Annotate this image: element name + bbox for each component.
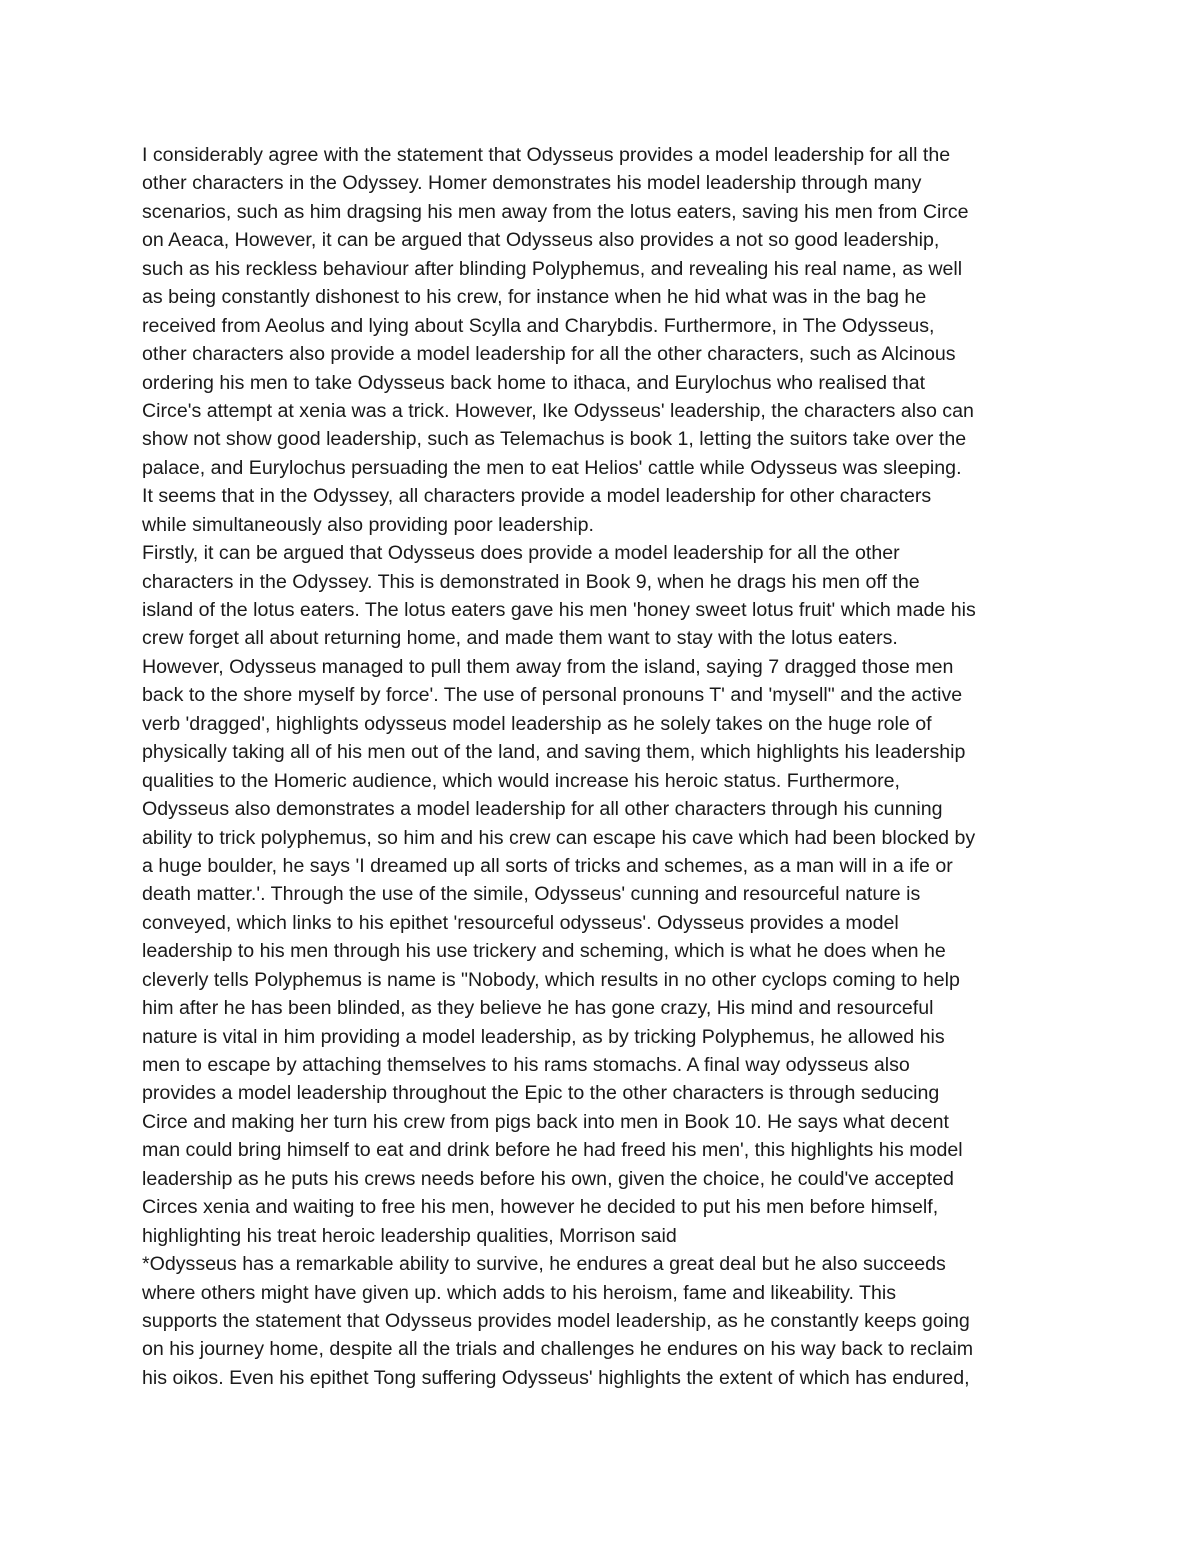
text-line: However, Odysseus managed to pull them away from the island, saying 7 dragged those men: [142, 655, 954, 678]
text-line: crew forget all about returning home, and made them want to stay with the lotus eaters.: [142, 627, 898, 650]
text-line: island of the lotus eaters. The lotus eaters gave his men 'honey sweet lotus fruit' which made his: [142, 599, 976, 621]
text-line: other characters also provide a model leadership for all the other characters, such as Alcinous: [142, 343, 956, 366]
text-line: leadership as he puts his crews needs before his own, given the choice, he could've accepted: [142, 1167, 954, 1190]
text-line: scenarios, such as him dragsing his men away from the lotus eaters, saving his men from Circe: [142, 200, 969, 223]
text-line: supports the statement that Odysseus provides model leadership, as he constantly keeps going: [142, 1309, 970, 1332]
text-line: show not show good leadership, such as Telemachus is book 1, letting the suitors take over the: [142, 428, 967, 451]
text-line: him after he has been blinded, as they believe he has gone crazy, His mind and resourceful: [142, 997, 934, 1020]
text-line: conveyed, which links to his epithet 'resourceful odysseus'. Odysseus provides a model: [142, 911, 899, 934]
text-line: his oikos. Even his epithet Tong suffering Odysseus' highlights the extent of which has endured,: [142, 1366, 970, 1389]
text-line: man could bring himself to eat and drink before he had freed his men', this highlights his model: [142, 1139, 963, 1162]
text-line: a huge boulder, he says 'I dreamed up all sorts of tricks and schemes, as a man will in a ife or: [142, 854, 953, 877]
text-line: where others might have given up. which adds to his heroism, fame and likeability. This: [142, 1281, 897, 1304]
text-line: while simultaneously also providing poor leadership.: [142, 513, 594, 536]
text-line: Odysseus also demonstrates a model leadership for all other characters through his cunning: [142, 798, 943, 821]
text-line: cleverly tells Polyphemus is name is "Nobody, which results in no other cyclops coming to help: [142, 968, 960, 991]
text-line: Circes xenia and waiting to free his men, however he decided to put his men before himself,: [142, 1196, 939, 1219]
text-line: leadership to his men through his use trickery and scheming, which is what he does when he: [142, 940, 946, 963]
text-line: received from Aeolus and lying about Scylla and Charybdis. Furthermore, in The Odysseus,: [142, 314, 935, 337]
text-line: physically taking all of his men out of the land, and saving them, which highlights his leadership: [142, 741, 966, 764]
text-line: provides a model leadership throughout the Epic to the other characters is through seducing: [142, 1082, 940, 1105]
text-line: nature is vital in him providing a model leadership, as by tricking Polyphemus, he allowed his: [142, 1025, 945, 1048]
text-line: *Odysseus has a remarkable ability to survive, he endures a great deal but he also succeeds: [142, 1253, 946, 1276]
text-line: I considerably agree with the statement that Odysseus provides a model leadership for all the: [142, 144, 951, 166]
text-line: on Aeaca, However, it can be argued that Odysseus also provides a not so good leadership,: [142, 229, 940, 252]
text-line: back to the shore myself by force'. The use of personal pronouns T' and 'mysell" and the active: [142, 684, 963, 707]
text-line: highlighting his treat heroic leadership qualities, Morrison said: [142, 1224, 677, 1247]
text-line: palace, and Eurylochus persuading the men to eat Helios' cattle while Odysseus was sleeping.: [142, 456, 962, 479]
text-line: other characters in the Odyssey. Homer demonstrates his model leadership through many: [142, 172, 922, 195]
text-line: It seems that in the Odyssey, all characters provide a model leadership for other characters: [142, 485, 932, 508]
text-line: characters in the Odyssey. This is demonstrated in Book 9, when he drags his men off the: [142, 570, 920, 593]
text-line: Firstly, it can be argued that Odysseus does provide a model leadership for all the other: [142, 542, 900, 565]
text-line: as being constantly dishonest to his crew, for instance when he hid what was in the bag he: [142, 286, 927, 309]
text-line: ordering his men to take Odysseus back home to ithaca, and Eurylochus who realised that: [142, 371, 926, 394]
text-line: such as his reckless behaviour after blinding Polyphemus, and revealing his real name, as well: [142, 257, 963, 280]
text-line: Circe's attempt at xenia was a trick. However, Ike Odysseus' leadership, the characters also can: [142, 399, 974, 422]
text-line: qualities to the Homeric audience, which would increase his heroic status. Furthermore,: [142, 769, 900, 792]
text-line: men to escape by attaching themselves to his rams stomachs. A final way odysseus also: [142, 1054, 910, 1076]
text-line: ability to trick polyphemus, so him and his crew can escape his cave which had been blocked by: [142, 826, 976, 849]
text-line: Circe and making her turn his crew from pigs back into men in Book 10. He says what decent: [142, 1110, 949, 1133]
text-line: on his journey home, despite all the trials and challenges he endures on his way back to reclaim: [142, 1338, 974, 1361]
text-line: verb 'dragged', highlights odysseus model leadership as he solely takes on the huge role of: [142, 712, 932, 735]
essay-text: [142, 141, 1082, 1392]
text-line: death matter.'. Through the use of the simile, Odysseus' cunning and resourceful nature is: [142, 883, 921, 906]
